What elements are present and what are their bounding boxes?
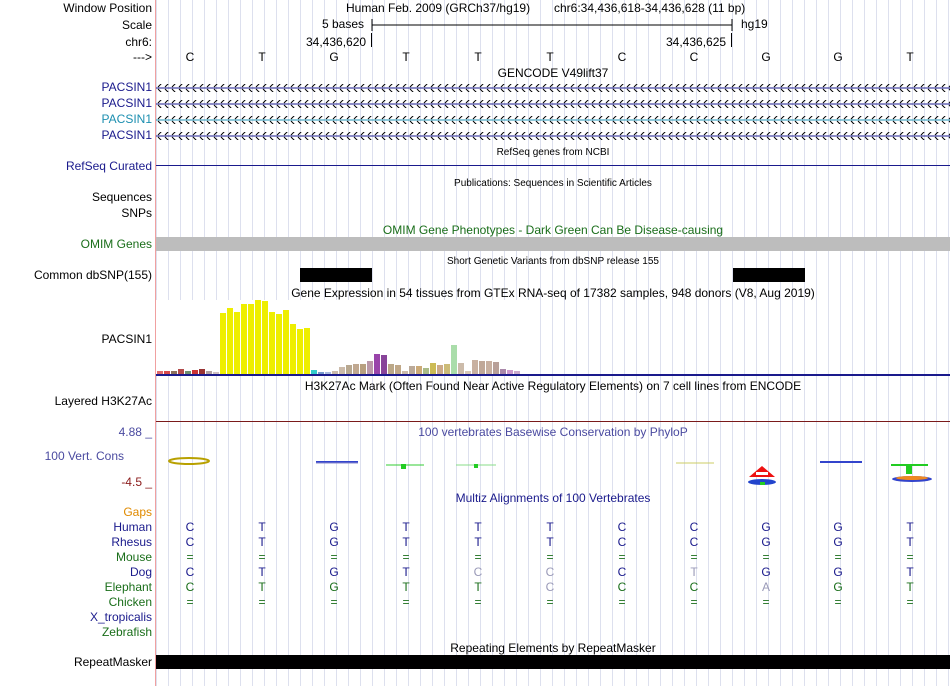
alignment-base: T [474, 580, 482, 594]
alignment-base: G [833, 580, 843, 594]
base-letter: T [402, 50, 410, 64]
alignment-base: G [761, 520, 771, 534]
alignment-base: C [185, 565, 195, 579]
alignment-base: G [329, 565, 339, 579]
gtex-tissue-bar[interactable] [374, 354, 380, 374]
alignment-base: T [258, 520, 266, 534]
alignment-base: T [258, 535, 266, 549]
alignment-base: G [329, 580, 339, 594]
snp-variant-1[interactable] [300, 268, 372, 282]
alignment-base: T [906, 520, 914, 534]
alignment-base: = [330, 595, 338, 609]
refseq-label[interactable]: RefSeq Curated [65, 159, 152, 173]
gtex-baseline [156, 374, 950, 376]
alignment-base: C [617, 565, 627, 579]
position-text: chr6:34,436,618-34,436,628 (11 bp) [554, 1, 746, 15]
alignment-base: = [186, 595, 194, 609]
gtex-tissue-bar[interactable] [493, 362, 499, 374]
h3k27ac-label[interactable]: Layered H3K27Ac [54, 394, 152, 408]
alignment-base: = [546, 595, 554, 609]
species-label-dog[interactable]: Dog [129, 565, 152, 579]
alignment-base: T [258, 580, 266, 594]
alignment-base: = [906, 595, 914, 609]
dbsnp-label[interactable]: Common dbSNP(155) [33, 268, 152, 282]
refseq-title: RefSeq genes from NCBI [496, 147, 610, 158]
h3k27ac-title: H3K27Ac Mark (Often Found Near Active Regulatory Elements) on 7 cell lines from ENCODE [304, 379, 802, 393]
gtex-tissue-bar[interactable] [290, 324, 296, 374]
gtex-tissue-bar[interactable] [241, 304, 247, 374]
base-letter: G [833, 50, 843, 64]
alignment-base: T [906, 535, 914, 549]
base-letter: T [258, 50, 266, 64]
repeat-element-bar[interactable] [156, 655, 950, 669]
base-letter: T [906, 50, 914, 64]
alignment-base: = [834, 550, 842, 564]
alignment-base: = [474, 550, 482, 564]
alignment-base: = [906, 550, 914, 564]
base-letter: G [329, 50, 339, 64]
gtex-tissue-bar[interactable] [367, 361, 373, 374]
alignment-base: C [473, 565, 483, 579]
coord-left-tick [371, 33, 372, 47]
alignment-base: = [330, 550, 338, 564]
gtex-tissue-bar[interactable] [269, 312, 275, 374]
repeatmasker-label[interactable]: RepeatMasker [73, 655, 152, 669]
base-letter: T [546, 50, 554, 64]
alignment-base: G [329, 520, 339, 534]
gtex-tissue-bar[interactable] [444, 364, 450, 374]
conservation-logo[interactable] [156, 440, 950, 488]
alignment-base: C [617, 535, 627, 549]
gtex-tissue-bar[interactable] [283, 310, 289, 374]
alignment-base: = [618, 595, 626, 609]
gaps-label: Gaps [123, 505, 152, 519]
gencode-title: GENCODE V49lift37 [497, 66, 609, 80]
omim-gene-bar[interactable] [156, 237, 950, 251]
alignment-base: C [617, 520, 627, 534]
gtex-tissue-bar[interactable] [437, 365, 443, 374]
chrom-label: chr6: [125, 35, 152, 49]
alignment-base: = [834, 595, 842, 609]
gtex-tissue-bar[interactable] [339, 367, 345, 374]
alignment-base: = [690, 595, 698, 609]
gtex-tissue-bar[interactable] [360, 364, 366, 374]
snp-variant-2[interactable] [733, 268, 805, 282]
alignment-base: = [618, 550, 626, 564]
alignment-base: C [185, 520, 195, 534]
publications-title: Publications: Sequences in Scientific Articles [454, 178, 652, 189]
h3k27ac-baseline [156, 421, 950, 422]
base-letter: G [761, 50, 771, 64]
alignment-base: = [546, 550, 554, 564]
gtex-tissue-bar[interactable] [479, 361, 485, 374]
alignment-base: T [546, 520, 554, 534]
gtex-tissue-bar[interactable] [409, 366, 415, 374]
alignment-base: T [474, 520, 482, 534]
alignment-base: C [617, 580, 627, 594]
cons-max-label: 4.88 _ [118, 425, 152, 439]
alignment-base: = [402, 595, 410, 609]
repeatmasker-title: Repeating Elements by RepeatMasker [450, 641, 656, 655]
gencode-label-3[interactable]: PACSIN1 [101, 112, 152, 126]
gtex-tissue-bar[interactable] [486, 361, 492, 374]
alignment-base: T [546, 535, 554, 549]
multiz-title: Multiz Alignments of 100 Vertebrates [455, 491, 651, 505]
alignment-base: G [761, 565, 771, 579]
gtex-tissue-bar[interactable] [395, 365, 401, 374]
coord-left: 34,436,620 [306, 35, 367, 49]
alignment-base: G [833, 535, 843, 549]
alignment-base: = [690, 550, 698, 564]
alignment-base: = [762, 550, 770, 564]
coord-right: 34,436,625 [666, 35, 727, 49]
alignment-base: = [258, 595, 266, 609]
gtex-bar-area[interactable] [156, 300, 540, 374]
strand-label: ---> [133, 50, 152, 64]
refseq-gene-line[interactable] [156, 165, 950, 166]
dbsnp-title: Short Genetic Variants from dbSNP release 155 [447, 256, 659, 267]
omim-title: OMIM Gene Phenotypes - Dark Green Can Be Disease-causing [382, 223, 724, 237]
omim-label[interactable]: OMIM Genes [80, 237, 152, 251]
alignment-base: C [545, 580, 555, 594]
gtex-tissue-bar[interactable] [220, 313, 226, 374]
alignment-base: T [402, 565, 410, 579]
alignment-base: G [761, 535, 771, 549]
alignment-base: T [402, 535, 410, 549]
alignment-base: T [690, 565, 698, 579]
gtex-tissue-bar[interactable] [276, 314, 282, 374]
species-label-zebrafish[interactable]: Zebrafish [101, 625, 152, 639]
alignment-base: = [762, 595, 770, 609]
assembly-text: Human Feb. 2009 (GRCh37/hg19) [346, 1, 531, 15]
snps-label[interactable]: SNPs [121, 206, 152, 220]
species-label-rhesus[interactable]: Rhesus [111, 535, 152, 549]
alignment-base: C [185, 580, 195, 594]
gtex-tissue-bar[interactable] [255, 300, 261, 374]
alignment-base: T [906, 565, 914, 579]
alignment-base: = [258, 550, 266, 564]
alignment-base: = [186, 550, 194, 564]
alignment-base: G [329, 535, 339, 549]
gtex-bars [156, 300, 540, 374]
base-letter: T [474, 50, 482, 64]
scale-label: Scale [121, 18, 152, 32]
alignment-base: C [545, 565, 555, 579]
sequences-label[interactable]: Sequences [91, 190, 152, 204]
alignment-base: C [689, 580, 699, 594]
gtex-tissue-bar[interactable] [458, 363, 464, 374]
gencode-label-2[interactable]: PACSIN1 [101, 96, 152, 110]
alignment-base: A [761, 580, 770, 594]
gencode-transcripts[interactable] [156, 80, 950, 144]
species-label-chicken[interactable]: Chicken [108, 595, 152, 609]
gtex-tissue-bar[interactable] [346, 365, 352, 374]
coord-right-tick [731, 33, 732, 47]
species-label-mouse[interactable]: Mouse [115, 550, 152, 564]
db-text: hg19 [741, 17, 768, 31]
base-letter: C [689, 50, 699, 64]
base-letter: C [617, 50, 627, 64]
window-position-label: Window Position [63, 1, 152, 15]
gencode-label-4[interactable]: PACSIN1 [101, 128, 152, 142]
gtex-tissue-bar[interactable] [304, 328, 310, 374]
gtex-tissue-bar[interactable] [472, 360, 478, 374]
cons-min-label: -4.5 _ [121, 475, 152, 489]
gtex-tissue-bar[interactable] [234, 312, 240, 374]
alignment-base: G [833, 520, 843, 534]
alignment-base: C [689, 535, 699, 549]
scale-text: 5 bases [322, 17, 365, 31]
gtex-tissue-bar[interactable] [416, 366, 422, 374]
alignment-base: = [402, 550, 410, 564]
cons-title: 100 vertebrates Basewise Conservation by PhyloP [418, 425, 688, 439]
gtex-tissue-bar[interactable] [297, 329, 303, 374]
gtex-tissue-bar[interactable] [353, 364, 359, 374]
gtex-title: Gene Expression in 54 tissues from GTEx RNA-seq of 17382 samples, 948 donors (V8, Aug 2019) [291, 286, 815, 300]
alignment-base: = [474, 595, 482, 609]
alignment-base: T [402, 580, 410, 594]
alignment-base: T [402, 520, 410, 534]
alignment-base: C [689, 520, 699, 534]
alignment-base: C [185, 535, 195, 549]
species-label-x_tropicalis[interactable]: X_tropicalis [89, 610, 152, 624]
cons-label[interactable]: 100 Vert. Cons [44, 449, 124, 463]
species-label-elephant[interactable]: Elephant [104, 580, 152, 594]
gtex-tissue-bar[interactable] [451, 345, 457, 374]
scale-bar [370, 17, 736, 33]
species-label-human[interactable]: Human [113, 520, 152, 534]
alignment-base: T [474, 535, 482, 549]
base-letter: C [185, 50, 195, 64]
gtex-tissue-bar[interactable] [430, 363, 436, 374]
gencode-label-1[interactable]: PACSIN1 [101, 80, 152, 94]
gtex-tissue-bar[interactable] [262, 301, 268, 374]
gtex-tissue-bar[interactable] [227, 308, 233, 374]
alignment-base: G [833, 565, 843, 579]
gtex-label[interactable]: PACSIN1 [101, 332, 152, 346]
gtex-tissue-bar[interactable] [388, 364, 394, 374]
alignment-base: T [258, 565, 266, 579]
gtex-tissue-bar[interactable] [248, 304, 254, 374]
alignment-base: T [906, 580, 914, 594]
gtex-tissue-bar[interactable] [381, 355, 387, 374]
